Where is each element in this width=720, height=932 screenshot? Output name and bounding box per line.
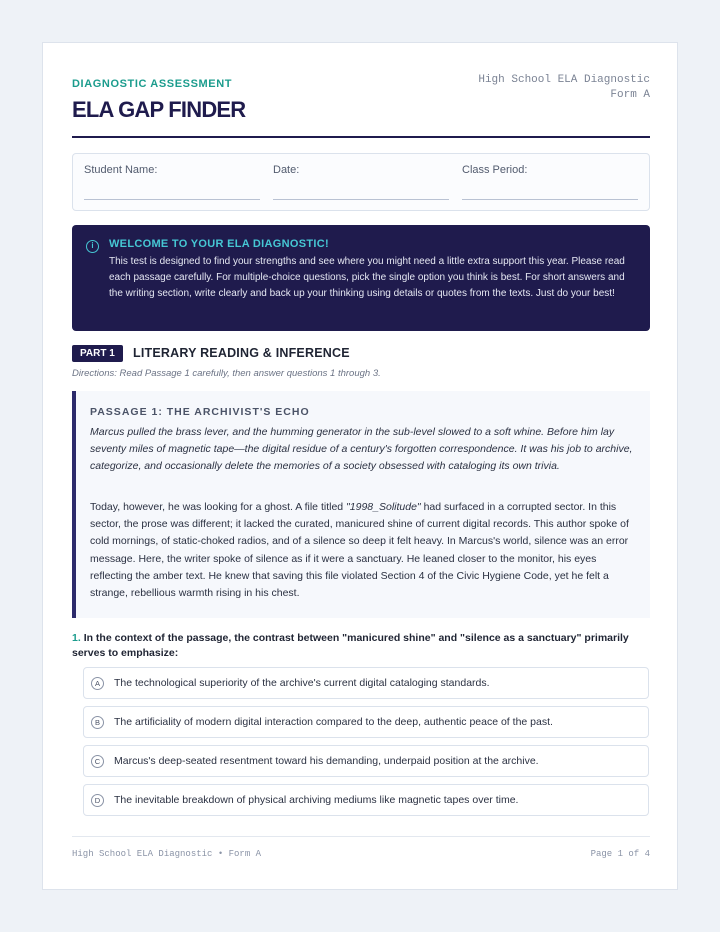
passage-file-title: "1998_Solitude" [346,501,421,513]
welcome-body: This test is designed to find your strengths and see where you might need a little extra support this year. Please read each passage carefully. For multiple-choice questions, pick the single option you think is best. For short answers and the writing section, write clearly and back up your thinking using details or quotes from the texts. Just do your best! [109,256,625,300]
answer-option-b[interactable] [83,706,649,738]
part-directions: Directions: Read Passage 1 carefully, then answer questions 1 through 3. [72,368,381,379]
question-number: 1. [72,632,81,644]
option-d-bubble[interactable]: D [91,794,104,807]
form-meta-line-2: Form A [610,88,650,101]
answer-option-d[interactable] [83,784,649,816]
page-footer [72,836,650,866]
passage-body [90,499,635,602]
info-icon: i [86,240,99,253]
page-title: ELA GAP FINDER [72,97,246,122]
worksheet-page [42,42,678,890]
option-b-text: The artificiality of modern digital interaction compared to the deep, authentic peace of the past. [114,716,553,728]
page-header [72,73,650,138]
option-b-bubble[interactable]: B [91,716,104,729]
passage-intro: Marcus pulled the brass lever, and the humming generator in the sub-level slowed to a soft whine. Before him lay seventy miles of magnetic tape—the digital residue of a century's forgotten correspondence. It was his job to archive, categorize, and occasionally delete the memories of a society obsessed with cataloging its own trivia. [90,426,633,473]
welcome-title: WELCOME TO YOUR ELA DIAGNOSTIC! [109,238,329,250]
part-title: LITERARY READING & INFERENCE [133,346,350,360]
form-meta [478,73,650,102]
option-c-text: Marcus's deep-seated resentment toward his demanding, underpaid position at the archive. [114,755,539,767]
option-c-bubble[interactable]: C [91,755,104,768]
date-field[interactable] [273,164,449,200]
question-1-text [72,631,650,660]
option-d-text: The inevitable breakdown of physical archiving mediums like magnetic tapes over time. [114,794,519,806]
form-meta-line-1: High School ELA Diagnostic [478,74,650,86]
student-name-label: Student Name: [84,164,158,176]
assessment-kicker: DIAGNOSTIC ASSESSMENT [72,78,233,90]
class-period-label: Class Period: [462,164,528,176]
part-badge: PART 1 [72,345,123,362]
passage-body-end: had surfaced in a corrupted sector. In this sector, the prose was different; it lacked the curated, manicured shine of current digital records. This author spoke of cold mornings, of static-choked radios, and of a silence so deep it felt heavy. In Marcus's world, silence was an error message. Here, the writer spoke of silence as if it were a sanctuary. He leaned closer to the monitor, his eyes reflecting the amber text. He knew that saving this file violated Section 4 of the Civic Hygiene Code, yet he felt a strange, rebellious warmth rising in his chest. [90,501,629,600]
welcome-callout [72,225,650,331]
option-a-text: The technological superiority of the archive's current digital cataloging standards. [114,677,490,689]
passage-body-start: Today, however, he was looking for a ghost. A file titled [90,501,347,513]
class-period-field[interactable] [462,164,638,200]
answer-option-a[interactable] [83,667,649,699]
option-a-bubble[interactable]: A [91,677,104,690]
student-info-box [72,153,650,211]
student-name-field[interactable] [84,164,260,200]
footer-page-number: Page 1 of 4 [590,849,650,859]
footer-form-label: High School ELA Diagnostic • Form A [72,849,262,859]
question-prompt: In the context of the passage, the contrast between "manicured shine" and "silence as a sanctuary" primarily serves to emphasize: [72,632,629,659]
passage-title: PASSAGE 1: THE ARCHIVIST'S ECHO [90,406,310,418]
date-label: Date: [273,164,300,176]
passage-block [72,391,650,618]
answer-option-c[interactable] [83,745,649,777]
